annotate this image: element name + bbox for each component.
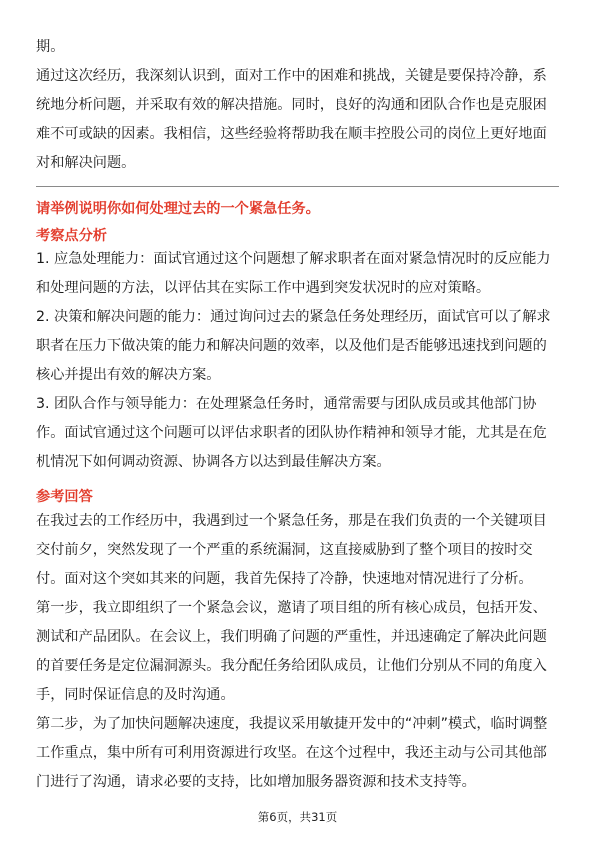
analysis-item [36, 245, 560, 303]
analysis-line: 2. 决策和解决问题的能力：通过询问过去的紧急任务处理经历，面试官可以了解求 [36, 309, 551, 325]
intro-paragraph [36, 33, 560, 178]
intro-line: 对和解决问题。 [36, 155, 136, 171]
intro-line: 难不可或缺的因素。我相信，这些经验将帮助我在顺丰控股公司的岗位上更好地面 [36, 126, 547, 142]
section-divider [36, 186, 559, 187]
answer-line: 付。面对这个突如其来的问题，我首先保持了冷静，快速地对情况进行了分析。 [36, 571, 533, 587]
analysis-heading: 考察点分析 [36, 228, 107, 244]
analysis-line: 1. 应急处理能力：面试官通过这个问题想了解求职者在面对紧急情况时的反应能力 [36, 251, 551, 267]
analysis-item [36, 303, 560, 390]
question-title: 请举例说明你如何处理过去的一个紧急任务。 [36, 201, 320, 217]
answer-line: 第二步，为了加快问题解决速度，我提议采用敏捷开发中的“冲刺”模式，临时调整 [36, 716, 548, 732]
analysis-line: 和处理问题的方法，以评估其在实际工作中遇到突发状况时的应对策略。 [36, 280, 491, 296]
page-number: 第6页，共31页 [257, 810, 338, 824]
intro-line: 期。 [36, 39, 65, 55]
analysis-line: 职者在压力下做决策的能力和解决问题的效率，以及他们是否能够迅速找到问题的 [36, 338, 547, 354]
answer-line: 第一步，我立即组织了一个紧急会议，邀请了项目组的所有核心成员，包括开发、 [36, 600, 547, 616]
intro-line: 通过这次经历，我深刻认识到，面对工作中的困难和挑战，关键是要保持冷静，系 [36, 68, 547, 84]
analysis-item [36, 390, 560, 477]
answer-line: 手，同时保证信息的及时沟通。 [36, 687, 235, 703]
answer-paragraph [36, 507, 560, 594]
answer-line: 工作重点，集中所有可利用资源进行攻坚。在这个过程中，我还主动与公司其他部 [36, 745, 547, 761]
analysis-line: 核心并提出有效的解决方案。 [36, 367, 221, 383]
analysis-line: 机情况下如何调动资源、协调各方以达到最佳解决方案。 [36, 454, 391, 470]
answer-line: 门进行了沟通，请求必要的支持，比如增加服务器资源和技术支持等。 [36, 774, 476, 790]
analysis-line: 作。面试官通过这个问题可以评估求职者的团队协作精神和领导才能，尤其是在危 [36, 425, 547, 441]
answer-paragraph [36, 594, 560, 710]
answer-heading: 参考回答 [36, 489, 93, 505]
analysis-line: 3. 团队合作与领导能力：在处理紧急任务时，通常需要与团队成员或其他部门协 [36, 396, 537, 412]
answer-line: 测试和产品团队。在会议上，我们明确了问题的严重性，并迅速确定了解决此问题 [36, 629, 547, 645]
answer-body [36, 507, 560, 797]
intro-line: 统地分析问题，并采取有效的解决措施。同时，良好的沟通和团队合作也是克服困 [36, 97, 547, 113]
answer-line: 在我过去的工作经历中，我遇到过一个紧急任务，那是在我们负责的一个关键项目 [36, 513, 547, 529]
answer-paragraph [36, 710, 560, 797]
analysis-list [36, 245, 560, 477]
answer-line: 交付前夕，突然发现了一个严重的系统漏洞，这直接威胁到了整个项目的按时交 [36, 542, 533, 558]
answer-line: 的首要任务是定位漏洞源头。我分配任务给团队成员，让他们分别从不同的角度入 [36, 658, 547, 674]
